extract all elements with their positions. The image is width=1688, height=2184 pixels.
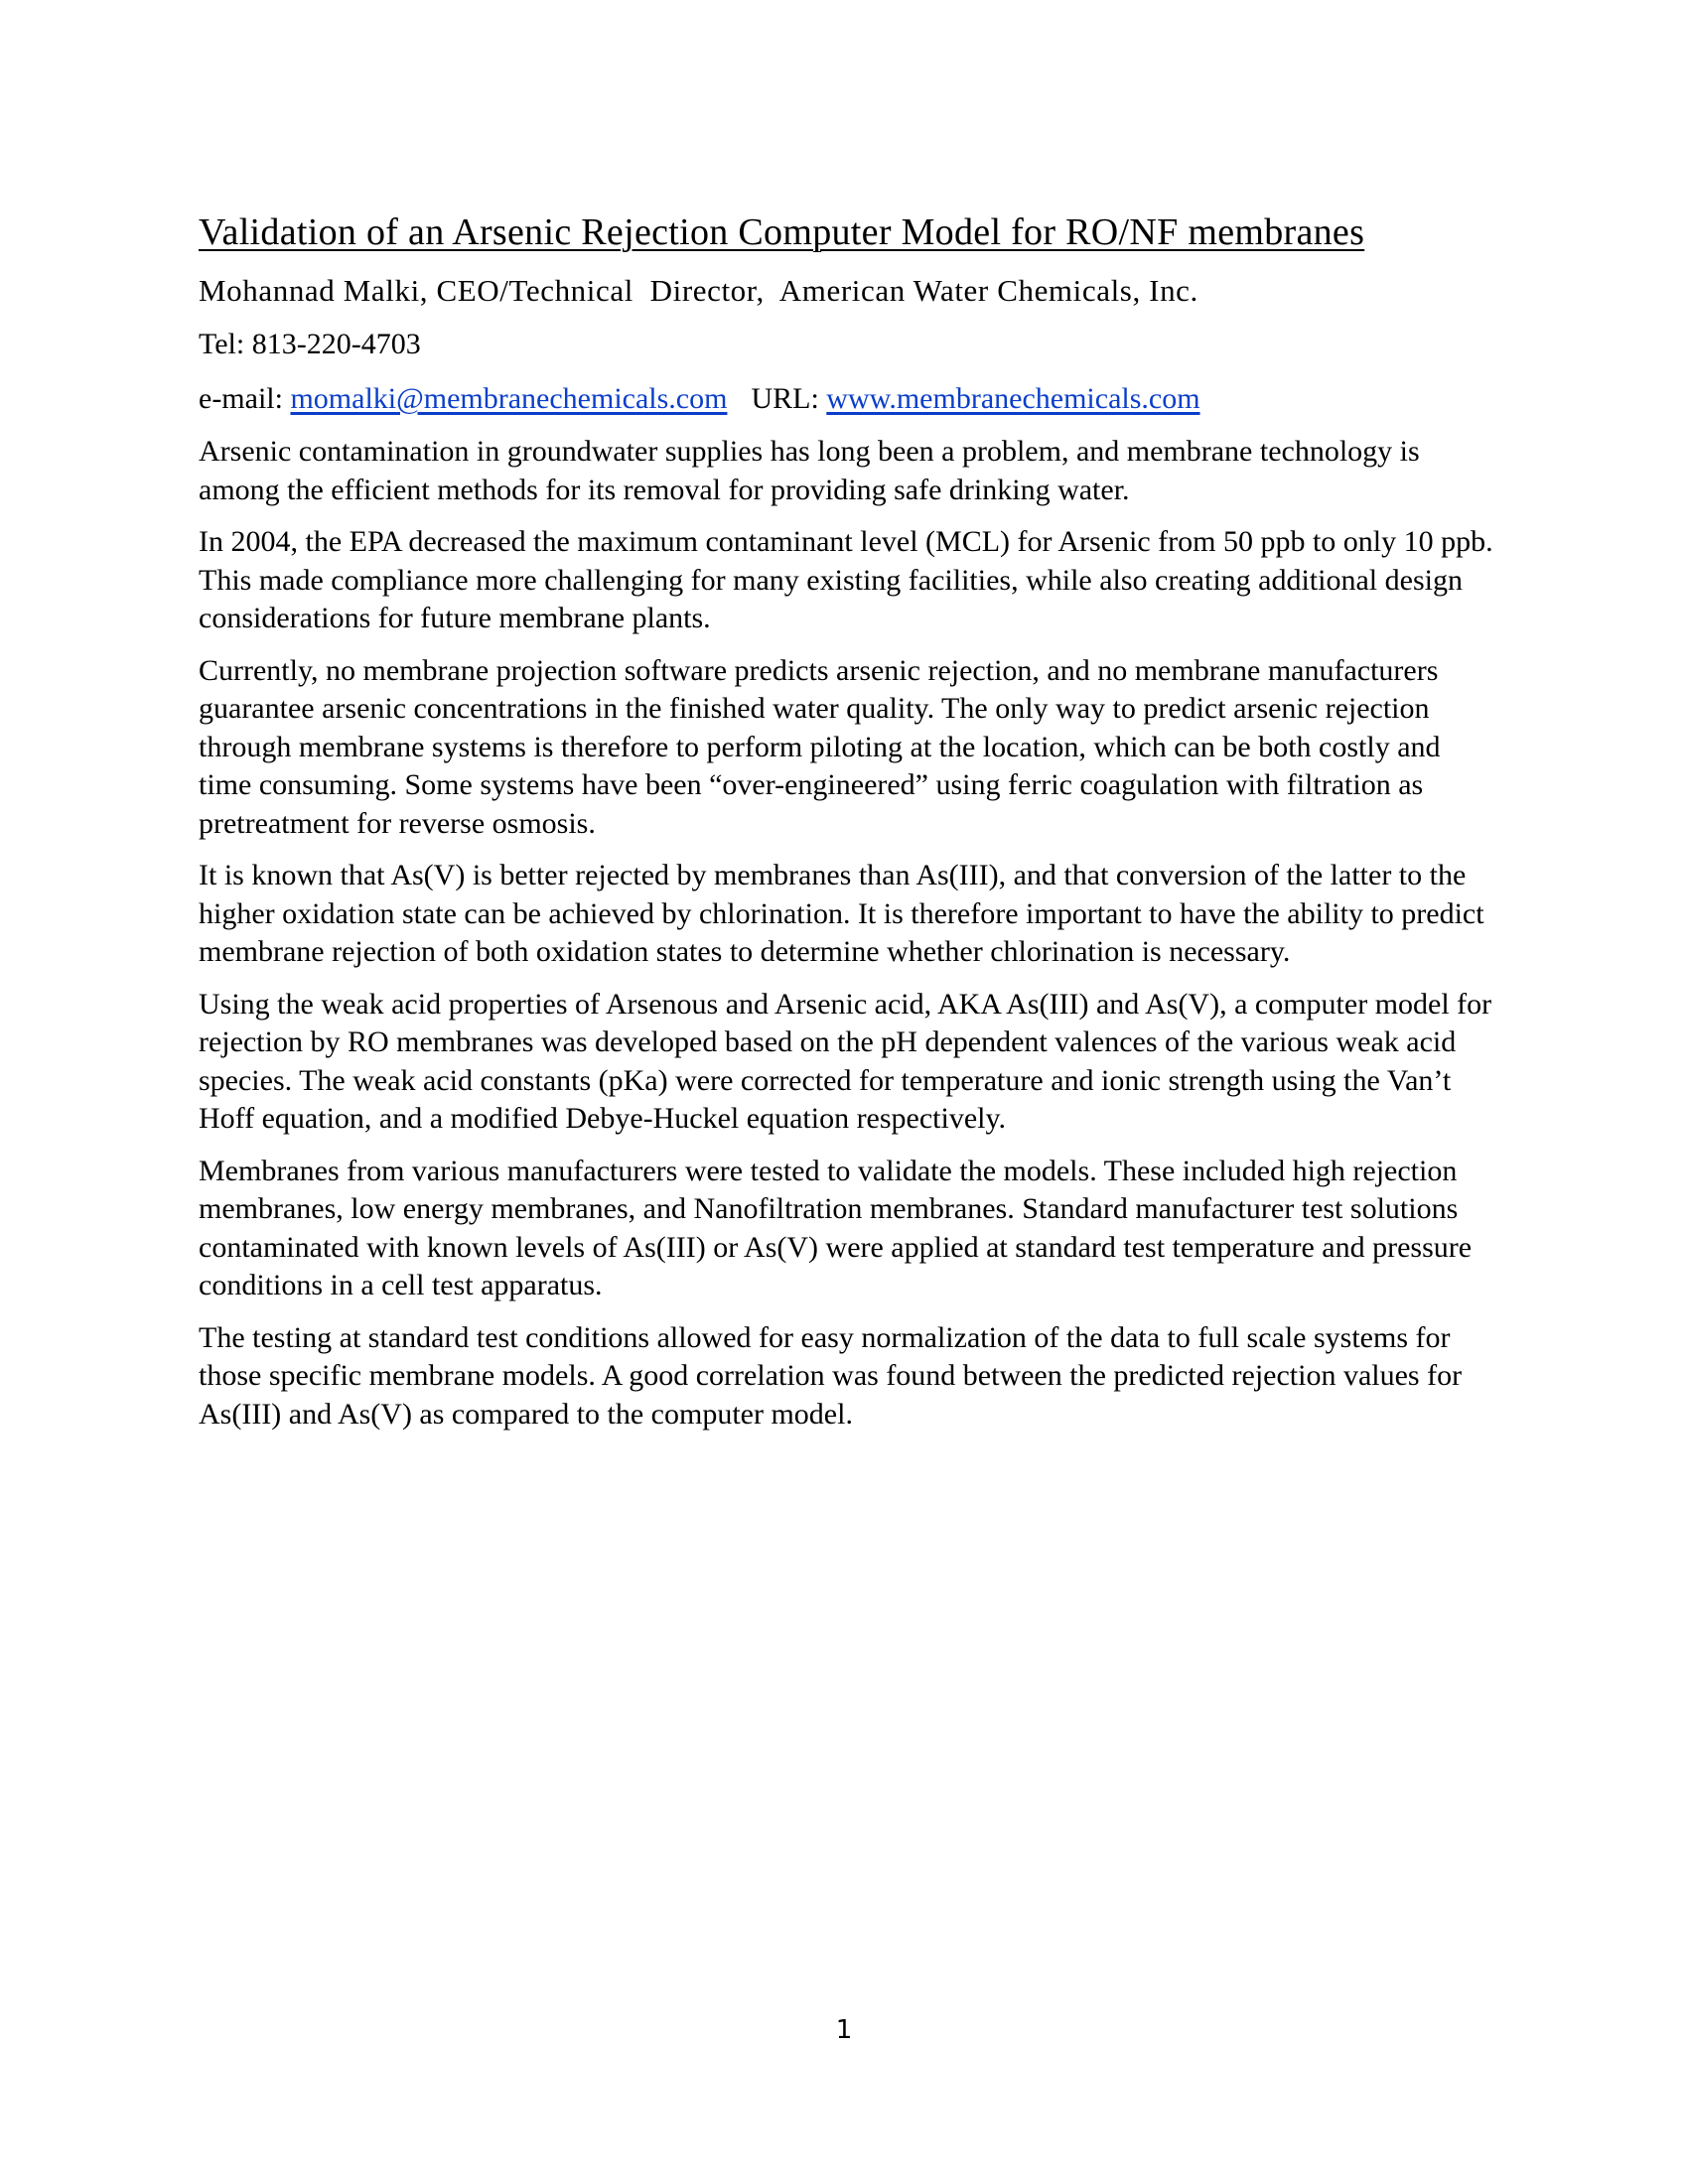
paragraph-7: The testing at standard test conditions allowed for easy normalization of the data to full scale systems for those specific membrane models. A good correlation was found between the predicted rejection values for As(III) and As(V) as compared to the computer model. [199,1320,1463,1431]
author-line: Mohannad Malki, CEO/Technical Director, American Water Chemicals, Inc. [199,272,1198,308]
email-label: e-mail: [199,381,283,415]
paragraph-2: In 2004, the EPA decreased the maximum contaminant level (MCL) for Arsenic from 50 ppb to only 10 ppb. This made compliance more challenging for many existing facilities, while also creating additional design considerations for future membrane plants. [199,525,1493,635]
document-title [199,210,1499,256]
telephone-line: Tel: 813-220-4703 [199,328,421,361]
paragraph-3: Currently, no membrane projection software predicts arsenic rejection, and no membrane manufacturers guarantee arsenic concentrations in the finished water quality. The only way to predict arsenic rejection through membrane systems is therefore to perform piloting at the location, which can be both costly and time consuming. Some systems have been “over-engineered” using ferric coagulation with filtration as pretreatment for reverse osmosis. [199,653,1441,840]
url-label: URL: [751,381,819,415]
document-page [199,210,1499,1447]
paragraph-4: It is known that As(V) is better rejected by membranes than As(III), and that conversion of the latter to the higher oxidation state can be achieved by chlorination. It is therefore important to have the ability to predict membrane rejection of both oxidation states to determine whether chlorination is necessary. [199,859,1484,969]
page-number: 1 [835,2015,853,2045]
paragraph-6: Membranes from various manufacturers were tested to validate the models. These included high rejection membranes, low energy membranes, and Nanofiltration membranes. Standard manufacturer test solutions contaminated with known levels of As(III) or As(V) were applied at standard test temperature and pressure conditions in a cell test apparatus. [199,1154,1473,1302]
document-title-text: Validation of an Arsenic Rejection Computer Model for RO/NF membranes [199,211,1365,253]
paragraph-5: Using the weak acid properties of Arsenous and Arsenic acid, AKA As(III) and As(V), a computer model for rejection by RO membranes was developed based on the pH dependent valences of the various weak acid species. The weak acid constants (pKa) were corrected for temperature and ionic strength using the Van’t Hoff equation, and a modified Debye-Huckel equation respectively. [199,987,1492,1136]
email-link[interactable]: momalki@membranechemicals.com [290,381,728,415]
website-link[interactable]: www.membranechemicals.com [826,381,1200,415]
paragraph-1: Arsenic contamination in groundwater supplies has long been a problem, and membrane technology is among the efficient methods for its removal for providing safe drinking water. [199,435,1420,506]
contact-line [199,379,1499,420]
